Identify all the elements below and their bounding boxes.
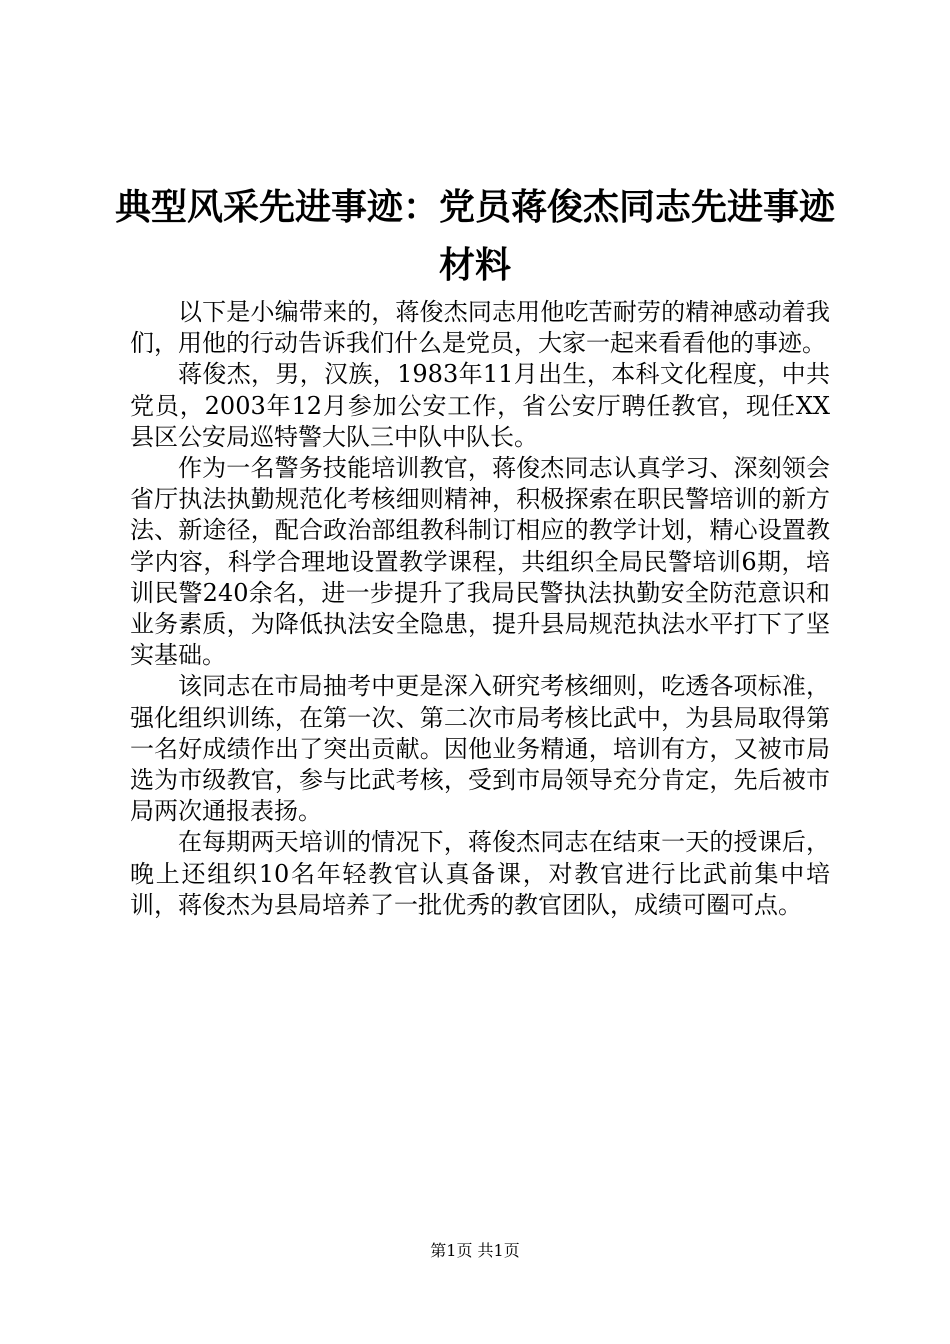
paragraph-team: 在每期两天培训的情况下，蒋俊杰同志在结束一天的授课后，晚上还组织10名年轻教官认真备课，对教官进行比武前集中培训，蒋俊杰为县局培养了一批优秀的教官团队，成绩可圈可点。 xyxy=(130,828,830,919)
document-body xyxy=(130,297,830,921)
paragraph-profile: 蒋俊杰，男，汉族，1983年11月出生，本科文化程度，中共党员，2003年12月参加公安工作，省公安厅聘任教官，现任XX县区公安局巡特警大队三中队中队长。 xyxy=(130,360,830,451)
paragraph-intro: 以下是小编带来的，蒋俊杰同志用他吃苦耐劳的精神感动着我们，用他的行动告诉我们什么是党员，大家一起来看看他的事迹。 xyxy=(130,298,830,358)
paragraph-competition: 该同志在市局抽考中更是深入研究考核细则，吃透各项标准，强化组织训练，在第一次、第二次市局考核比武中，为县局取得第一名好成绩作出了突出贡献。因他业务精通，培训有方，又被市局选为市级教官，参与比武考核，受到市局领导充分肯定，先后被市局两次通报表扬。 xyxy=(130,672,830,826)
document-title: 典型风采先进事迹：党员蒋俊杰同志先进事迹材料 xyxy=(114,186,835,286)
paragraph-training: 作为一名警务技能培训教官，蒋俊杰同志认真学习、深刻领会省厅执法执勤规范化考核细则精神，积极探索在职民警培训的新方法、新途径，配合政治部组教科制订相应的教学计划，精心设置教学内容，科学合理地设置教学课程，共组织全局民警培训6期，培训民警240余名，进一步提升了我局民警执法执勤安全防范意识和业务素质，为降低执法安全隐患，提升县局规范执法水平打下了坚实基础。 xyxy=(130,454,830,670)
page-footer: 第1页 共1页 xyxy=(430,1241,520,1260)
